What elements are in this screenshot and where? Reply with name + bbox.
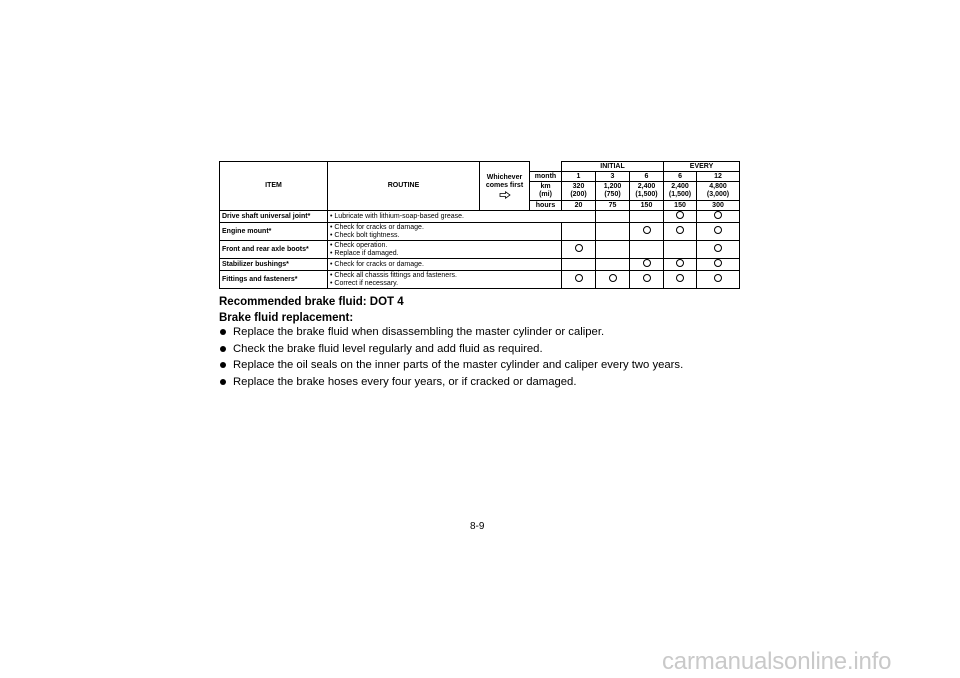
header-item: ITEM [220,162,328,211]
mark-cell [562,241,596,259]
interval-distance: 4,800 (3,000) [697,182,740,201]
interval-circle-icon [676,259,684,267]
table-row [220,241,740,259]
mark-cell [664,211,697,223]
interval-month: 6 [664,172,697,182]
header-initial: INITIAL [562,162,664,172]
mark-cell [630,241,664,259]
interval-distance: 2,400 (1,500) [630,182,664,201]
mark-cell [596,211,630,223]
mark-cell [664,241,697,259]
table-row [220,259,740,271]
mark-cell [562,223,596,241]
list-item: Check the brake fluid level regularly and add fluid as required. [219,341,683,358]
bullet-icon [220,346,226,352]
bullet-icon [220,379,226,385]
interval-distance: 320 (200) [562,182,596,201]
mark-cell [630,223,664,241]
bullet-icon [220,362,226,368]
interval-hours: 75 [596,201,630,211]
interval-distance: 2,400 (1,500) [664,182,697,201]
row-routine: • Check for cracks or damage. [328,259,562,271]
interval-circle-icon [714,274,722,282]
interval-circle-icon [714,226,722,234]
interval-circle-icon [676,274,684,282]
unit-hours: hours [530,201,562,211]
mark-cell [596,223,630,241]
mark-cell [630,259,664,271]
row-routine: • Check operation. • Replace if damaged. [328,241,562,259]
header-every: EVERY [664,162,740,172]
mark-cell [562,271,596,289]
mark-cell [697,271,740,289]
row-item: Front and rear axle boots* [220,241,328,259]
mark-cell [664,259,697,271]
row-routine: • Check for cracks or damage. • Check bolt tightness. [328,223,562,241]
table-row [220,271,740,289]
interval-circle-icon [676,211,684,219]
interval-month: 1 [562,172,596,182]
row-routine: • Lubricate with lithium-soap-based grease. [328,211,596,223]
row-item: Fittings and fasteners* [220,271,328,289]
maintenance-table [219,161,740,289]
row-routine: • Check all chassis fittings and fasteners. • Correct if necessary. [328,271,562,289]
interval-circle-icon [714,211,722,219]
mark-cell [630,211,664,223]
arrow-right-icon [499,191,511,199]
interval-circle-icon [643,259,651,267]
interval-circle-icon [714,244,722,252]
list-item: Replace the oil seals on the inner parts of the master cylinder and caliper every two years. [219,357,683,374]
interval-month: 3 [596,172,630,182]
mark-cell [596,271,630,289]
mark-cell [664,271,697,289]
interval-month: 6 [630,172,664,182]
watermark: carmanualsonline.info [662,648,892,675]
bullet-icon [220,329,226,335]
mark-cell [664,223,697,241]
header-whichever: Whichever comes first [480,162,530,211]
interval-circle-icon [609,274,617,282]
replacement-list [219,324,683,390]
mark-cell [562,259,596,271]
unit-month: month [530,172,562,182]
interval-circle-icon [676,226,684,234]
mark-cell [697,241,740,259]
interval-month: 12 [697,172,740,182]
interval-hours: 20 [562,201,596,211]
page-number: 8-9 [470,521,485,532]
interval-hours: 150 [664,201,697,211]
table-row [220,211,740,223]
interval-circle-icon [643,274,651,282]
header-routine: ROUTINE [328,162,480,211]
interval-circle-icon [575,274,583,282]
interval-distance: 1,200 (750) [596,182,630,201]
mark-cell [697,259,740,271]
mark-cell [697,223,740,241]
interval-circle-icon [714,259,722,267]
list-item: Replace the brake hoses every four years, or if cracked or damaged. [219,374,683,391]
interval-circle-icon [575,244,583,252]
interval-circle-icon [643,226,651,234]
row-item: Drive shaft universal joint* [220,211,328,223]
brake-fluid-replacement-heading: Brake fluid replacement: [219,312,354,324]
mark-cell [697,211,740,223]
mark-cell [630,271,664,289]
mark-cell [596,241,630,259]
mark-cell [596,259,630,271]
unit-distance: km (mi) [530,182,562,201]
interval-hours: 150 [630,201,664,211]
row-item: Engine mount* [220,223,328,241]
row-item: Stabilizer bushings* [220,259,328,271]
brake-fluid-heading: Recommended brake fluid: DOT 4 [219,296,404,308]
interval-hours: 300 [697,201,740,211]
table-row [220,223,740,241]
list-item: Replace the brake fluid when disassembling the master cylinder or caliper. [219,324,683,341]
